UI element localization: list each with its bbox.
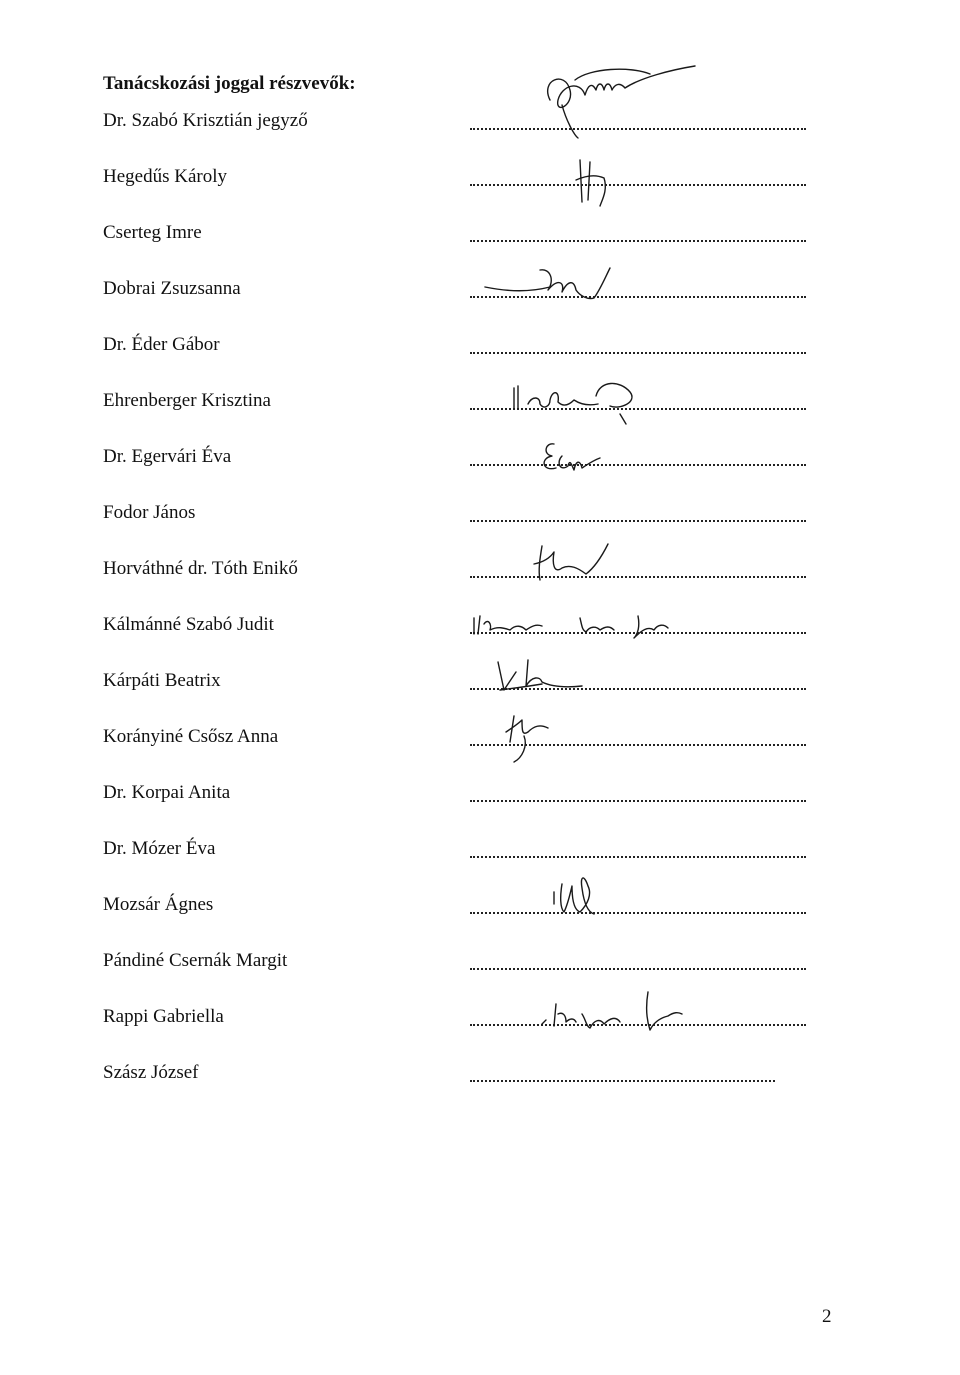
- participant-row: [0, 446, 960, 476]
- signature-line: [470, 968, 806, 970]
- participant-row: [0, 838, 960, 868]
- signature-line: [470, 1024, 806, 1026]
- participant-name: Dr. Mózer Éva: [103, 838, 216, 859]
- participant-row: [0, 502, 960, 532]
- participant-name: Cserteg Imre: [103, 222, 202, 243]
- signature-line: [470, 128, 806, 130]
- participant-row: [0, 894, 960, 924]
- participant-name: Horváthné dr. Tóth Enikő: [103, 558, 298, 579]
- participant-name: Szász József: [103, 1062, 199, 1083]
- signature-line: [470, 464, 806, 466]
- participant-name: Ehrenberger Krisztina: [103, 390, 271, 411]
- signature-line: [470, 520, 806, 522]
- participant-row: [0, 726, 960, 756]
- participant-name: Dr. Szabó Krisztián jegyző: [103, 110, 308, 131]
- signature-line: [470, 688, 806, 690]
- participant-name: Hegedűs Károly: [103, 166, 227, 187]
- participant-row: [0, 278, 960, 308]
- participant-row: [0, 334, 960, 364]
- participant-row: [0, 558, 960, 588]
- participant-row: [0, 1062, 960, 1092]
- participant-name: Dr. Éder Gábor: [103, 334, 220, 355]
- participant-name: Pándiné Csernák Margit: [103, 950, 288, 971]
- participant-name: Rappi Gabriella: [103, 1006, 224, 1027]
- participant-row: [0, 166, 960, 196]
- signature-line: [470, 576, 806, 578]
- signature-line: [470, 744, 806, 746]
- participant-row: [0, 782, 960, 812]
- participant-name: Mozsár Ágnes: [103, 894, 214, 915]
- participant-row: [0, 110, 960, 140]
- participant-name: Kálmánné Szabó Judit: [103, 614, 274, 635]
- participant-row: [0, 670, 960, 700]
- participant-name: Dobrai Zsuzsanna: [103, 278, 241, 299]
- signature-line: [470, 240, 806, 242]
- signature-line: [470, 352, 806, 354]
- participant-name: Kárpáti Beatrix: [103, 670, 221, 691]
- participant-row: [0, 1006, 960, 1036]
- participant-row: [0, 614, 960, 644]
- page-number: 2: [822, 1306, 832, 1327]
- signature-line: [470, 408, 806, 410]
- signature-line: [470, 1080, 775, 1082]
- signature-line: [470, 184, 806, 186]
- participant-name: Dr. Egervári Éva: [103, 446, 232, 467]
- signature-line: [470, 296, 806, 298]
- participant-row: [0, 222, 960, 252]
- signature-line: [470, 912, 806, 914]
- signature-line: [470, 856, 806, 858]
- participants-heading: Tanácskozási joggal részvevők:: [103, 73, 356, 94]
- participant-name: Korányiné Csősz Anna: [103, 726, 279, 747]
- signature-line: [470, 800, 806, 802]
- participant-name: Dr. Korpai Anita: [103, 782, 231, 803]
- signature-line: [470, 632, 806, 634]
- participant-row: [0, 950, 960, 980]
- participant-row: [0, 390, 960, 420]
- participant-name: Fodor János: [103, 502, 196, 523]
